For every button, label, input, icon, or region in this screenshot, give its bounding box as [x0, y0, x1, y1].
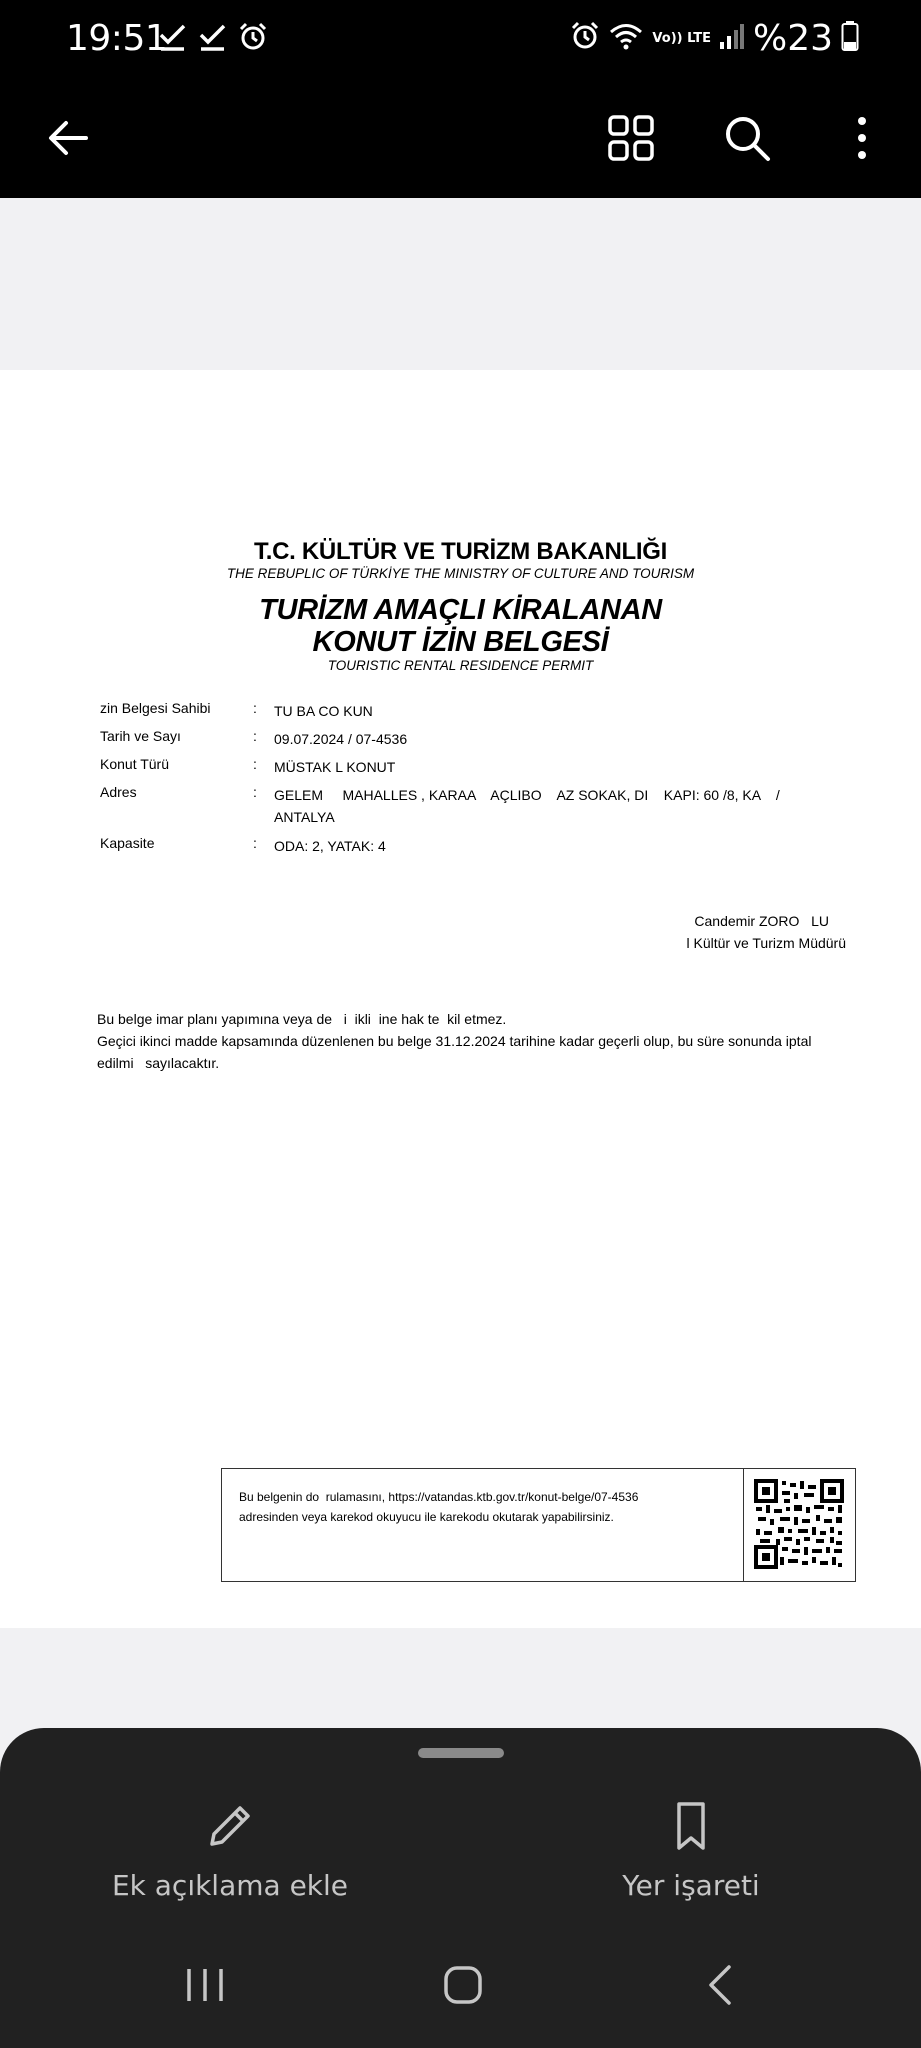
bookmark-label: Yer işareti	[622, 1869, 760, 1902]
lte-icon: Vo)) LTE	[652, 31, 711, 46]
home-icon[interactable]	[428, 1950, 498, 2020]
field-colon: :	[253, 835, 257, 851]
field-colon: :	[253, 728, 257, 744]
annotate-button[interactable]	[80, 1798, 380, 1902]
signature-title: l Kültür ve Turizm Müdürü	[686, 935, 846, 951]
field-value	[274, 784, 834, 828]
document-page[interactable]	[0, 370, 921, 1628]
field-value: 09.07.2024 / 07-4536	[274, 731, 408, 747]
app-bar	[0, 78, 921, 198]
recents-icon[interactable]	[170, 1950, 240, 2020]
battery-icon	[841, 20, 859, 57]
ministry-name: T.C. KÜLTÜR VE TURİZM BAKANLIĞI	[254, 538, 667, 565]
note-line: Bu belge imar planı yapımına veya de i ikli ine hak te kil etmez.	[97, 1011, 507, 1027]
signature-name: Candemir ZORO LU	[694, 913, 829, 929]
alarm-icon	[238, 22, 268, 57]
check-icon	[158, 22, 188, 57]
bookmark-icon	[663, 1841, 719, 1858]
wifi-icon	[608, 21, 644, 56]
signal-icon	[719, 21, 745, 56]
back-arrow-icon[interactable]	[36, 106, 100, 170]
document-title-line2: KONUT İZİN BELGESİ	[312, 626, 609, 658]
field-value: ODA: 2, YATAK: 4	[274, 838, 386, 854]
battery-percent: %23	[752, 18, 833, 59]
verification-text	[239, 1487, 739, 1527]
navigation-bar	[0, 1918, 921, 2048]
alarm-icon	[570, 21, 600, 56]
grid-view-icon[interactable]	[599, 106, 663, 170]
verification-line: Bu belgenin do rulamasını, https://vatandas.ktb.gov.tr/konut-belge/07-4536	[239, 1490, 639, 1504]
bookmark-button[interactable]	[541, 1798, 841, 1902]
address-line2: ANTALYA	[274, 809, 335, 825]
search-icon[interactable]	[715, 106, 779, 170]
verification-divider	[743, 1469, 744, 1581]
verification-line: adresinden veya karekod okuyucu ile karekodu okutarak yapabilirsiniz.	[239, 1510, 614, 1524]
verification-box	[221, 1468, 856, 1582]
document-notes	[97, 1008, 867, 1074]
address-line1: GELEM MAHALLES , KARAA AÇLIBO AZ SOKAK, DI KAPI: 60 /8, KA /	[274, 787, 780, 803]
document-title-line1: TURİZM AMAÇLI KİRALANAN	[259, 594, 662, 626]
signature-block	[687, 910, 847, 954]
field-value: TU BA CO KUN	[274, 703, 373, 719]
annotate-label: Ek açıklama ekle	[111, 1869, 349, 1902]
status-right	[570, 18, 859, 59]
ministry-name-en: THE REBUPLIC OF TÜRKİYE THE MINISTRY OF CULTURE AND TOURISM	[226, 566, 695, 581]
pencil-icon	[202, 1841, 258, 1858]
status-bar	[0, 0, 921, 78]
field-colon: :	[253, 756, 257, 772]
field-colon: :	[253, 784, 257, 800]
field-colon: :	[253, 700, 257, 716]
back-icon[interactable]	[686, 1950, 756, 2020]
field-value: MÜSTAK L KONUT	[274, 759, 396, 775]
notification-icons	[158, 22, 268, 57]
sheet-handle[interactable]	[418, 1748, 504, 1758]
qr-code-icon[interactable]	[754, 1479, 844, 1569]
field-label: Kapasite	[100, 835, 155, 851]
field-label: Adres	[100, 784, 137, 800]
note-line: edilmi sayılacaktır.	[97, 1055, 220, 1071]
more-vert-icon[interactable]	[830, 106, 894, 170]
document-title-en: TOURISTIC RENTAL RESIDENCE PERMIT	[327, 658, 594, 673]
field-label: Tarih ve Sayı	[100, 728, 181, 744]
bottom-sheet	[0, 1728, 921, 2048]
field-label: Konut Türü	[100, 756, 170, 772]
field-label: zin Belgesi Sahibi	[100, 700, 211, 716]
check-icon	[198, 22, 228, 57]
note-line: Geçici ikinci madde kapsamında düzenlenen bu belge 31.12.2024 tarihine kadar geçerli olup, bu süre sonunda iptal	[97, 1033, 812, 1049]
status-time: 19:51	[66, 18, 168, 59]
